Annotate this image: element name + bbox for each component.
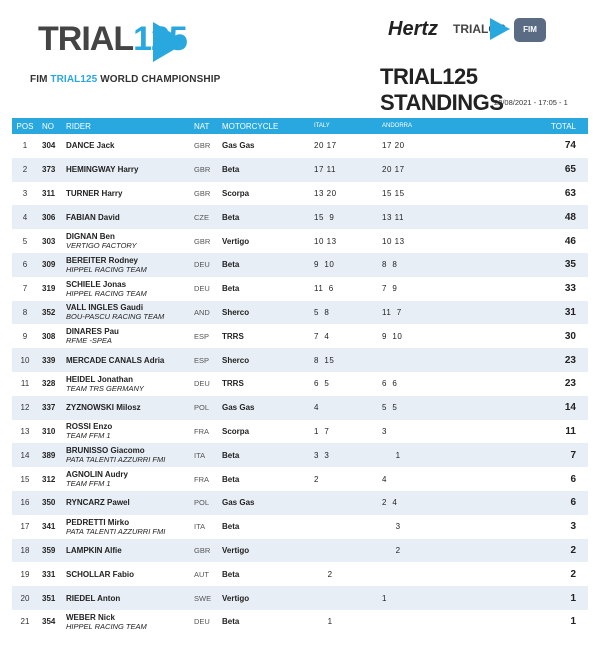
cell-no: 306 bbox=[42, 212, 56, 222]
cell-nat: ITA bbox=[194, 522, 206, 532]
table-row bbox=[12, 610, 588, 634]
cell-andorra: 17 20 bbox=[382, 141, 405, 151]
cell-nat: FRA bbox=[194, 474, 209, 484]
cell-nat: ESP bbox=[194, 355, 210, 365]
cell-italy: 20 17 bbox=[314, 141, 337, 151]
trialgp-logo: TRIALGP bbox=[453, 22, 506, 36]
rider-name: ROSSI Enzo bbox=[66, 422, 113, 432]
cell-nat: GBR bbox=[194, 236, 211, 246]
cell-motorcycle: Gas Gas bbox=[222, 498, 255, 508]
rider-name: AGNOLIN Audry bbox=[66, 470, 128, 480]
rider-name: VALL INGLES Gaudi bbox=[66, 303, 144, 313]
cell-pos: 2 bbox=[22, 165, 28, 175]
cell-italy: 3 3 bbox=[314, 450, 330, 460]
cell-nat: DEU bbox=[194, 379, 210, 389]
cell-total: 63 bbox=[564, 187, 576, 199]
cell-no: 304 bbox=[42, 141, 56, 151]
cell-motorcycle: Scorpa bbox=[222, 188, 250, 198]
cell-andorra: 8 8 bbox=[382, 260, 398, 270]
cell-pos: 20 bbox=[20, 593, 30, 603]
subtitle-blue: TRIAL125 bbox=[50, 74, 98, 85]
cell-andorra: 10 13 bbox=[382, 236, 405, 246]
table-row bbox=[12, 467, 588, 491]
rider-name: SCHOLLAR Fabio bbox=[66, 569, 134, 579]
cell-nat: ESP bbox=[194, 331, 210, 341]
header bbox=[0, 0, 600, 115]
hertz-logo: Hertz bbox=[388, 18, 439, 40]
cell-rider bbox=[62, 301, 190, 325]
cell-rider bbox=[62, 396, 190, 420]
rider-team: HIPPEL RACING TEAM bbox=[66, 621, 147, 631]
cell-total: 6 bbox=[570, 473, 576, 485]
cell-total: 23 bbox=[564, 378, 576, 390]
cell-no: 352 bbox=[42, 307, 56, 317]
cell-rider bbox=[62, 205, 190, 229]
cell-rider bbox=[62, 515, 190, 539]
cell-no: 373 bbox=[42, 165, 56, 175]
cell-total: 30 bbox=[564, 330, 576, 342]
cell-nat: POL bbox=[194, 498, 210, 508]
cell-italy: 9 10 bbox=[314, 260, 335, 270]
rider-name: SCHIELE Jonas bbox=[66, 279, 127, 289]
rider-team: BOU-PASCU RACING TEAM bbox=[66, 312, 165, 322]
cell-andorra: 7 9 bbox=[382, 284, 398, 294]
cell-rider bbox=[62, 539, 190, 563]
cell-nat: GBR bbox=[194, 165, 211, 175]
cell-total: 1 bbox=[570, 592, 576, 604]
table-row bbox=[12, 229, 588, 253]
cell-nat: POL bbox=[194, 403, 210, 413]
cell-no: 308 bbox=[42, 331, 56, 341]
cell-italy: 1 7 bbox=[314, 426, 330, 436]
cell-italy: 15 9 bbox=[314, 212, 335, 222]
table-row bbox=[12, 324, 588, 348]
cell-italy: 4 bbox=[314, 403, 319, 413]
header-italy: ITALY bbox=[314, 123, 330, 129]
cell-motorcycle: Beta bbox=[222, 165, 240, 175]
table-row bbox=[12, 348, 588, 372]
cell-italy: 11 6 bbox=[314, 284, 334, 294]
cell-rider bbox=[62, 443, 190, 467]
table-row bbox=[12, 420, 588, 444]
cell-andorra: 3 bbox=[382, 522, 401, 532]
cell-total: 23 bbox=[564, 354, 576, 366]
cell-andorra: 1 bbox=[382, 593, 387, 603]
cell-motorcycle: Beta bbox=[222, 284, 240, 294]
cell-no: 328 bbox=[42, 379, 56, 389]
cell-rider bbox=[62, 467, 190, 491]
cell-rider bbox=[62, 229, 190, 253]
rider-name: DIGNAN Ben bbox=[66, 232, 115, 242]
cell-total: 65 bbox=[564, 164, 576, 176]
cell-pos: 6 bbox=[22, 260, 28, 270]
cell-pos: 21 bbox=[20, 617, 30, 627]
table-row bbox=[12, 372, 588, 396]
cell-no: 359 bbox=[42, 545, 56, 555]
rider-team: VERTIGO FACTORY bbox=[66, 241, 137, 251]
cell-no: 351 bbox=[42, 593, 56, 603]
cell-andorra: 4 bbox=[382, 474, 387, 484]
rider-name: BRUNISSO Giacomo bbox=[66, 446, 145, 456]
header-motorcycle: MOTORCYCLE bbox=[222, 121, 279, 131]
table-row bbox=[12, 491, 588, 515]
cell-motorcycle: Beta bbox=[222, 260, 240, 270]
cell-rider bbox=[62, 348, 190, 372]
rider-name: BEREITER Rodney bbox=[66, 255, 139, 265]
rider-team: HIPPEL RACING TEAM bbox=[66, 288, 147, 298]
cell-andorra: 9 10 bbox=[382, 331, 403, 341]
cell-italy: 5 8 bbox=[314, 307, 330, 317]
logo-arrow-icon bbox=[153, 22, 187, 62]
cell-nat: AUT bbox=[194, 569, 209, 579]
table-row bbox=[12, 134, 588, 158]
cell-pos: 11 bbox=[20, 379, 30, 389]
cell-total: 6 bbox=[570, 497, 576, 509]
rider-name: ZYZNOWSKI Milosz bbox=[66, 403, 141, 413]
cell-italy bbox=[310, 515, 378, 539]
cell-italy: 2 bbox=[314, 569, 333, 579]
cell-total: 7 bbox=[570, 449, 576, 461]
cell-total: 11 bbox=[565, 425, 576, 437]
cell-rider bbox=[62, 562, 190, 586]
rider-team: TEAM TRS GERMANY bbox=[66, 383, 144, 393]
cell-italy: 1 bbox=[314, 617, 333, 627]
rider-name: HEIDEL Jonathan bbox=[66, 374, 133, 384]
rider-name: MERCADE CANALS Adria bbox=[66, 355, 165, 365]
cell-italy bbox=[310, 491, 378, 515]
cell-nat: DEU bbox=[194, 260, 210, 270]
cell-andorra bbox=[378, 610, 446, 634]
cell-pos: 1 bbox=[22, 141, 28, 151]
cell-pos: 19 bbox=[20, 569, 30, 579]
cell-total: 3 bbox=[570, 521, 576, 533]
cell-andorra: 20 17 bbox=[382, 165, 405, 175]
cell-rider bbox=[62, 277, 190, 301]
cell-rider bbox=[62, 610, 190, 634]
cell-total: 14 bbox=[564, 402, 576, 414]
cell-nat: DEU bbox=[194, 284, 210, 294]
cell-rider bbox=[62, 253, 190, 277]
cell-rider bbox=[62, 491, 190, 515]
rider-name: DINARES Pau bbox=[66, 327, 119, 337]
header-rider: RIDER bbox=[66, 121, 91, 131]
header-nat: NAT bbox=[194, 121, 210, 131]
cell-motorcycle: Beta bbox=[222, 474, 240, 484]
standings-body bbox=[12, 134, 588, 634]
rider-name: PEDRETTI Mirko bbox=[66, 517, 130, 527]
cell-italy: 7 4 bbox=[314, 331, 330, 341]
cell-rider bbox=[62, 586, 190, 610]
cell-no: 303 bbox=[42, 236, 56, 246]
cell-no: 337 bbox=[42, 403, 56, 413]
cell-no: 339 bbox=[42, 355, 56, 365]
cell-motorcycle: Beta bbox=[222, 569, 240, 579]
timestamp: 22/08/2021 - 17:05 - 1 bbox=[494, 98, 568, 107]
cell-rider bbox=[62, 324, 190, 348]
table-row bbox=[12, 205, 588, 229]
cell-motorcycle: Beta bbox=[222, 450, 240, 460]
cell-italy bbox=[310, 586, 378, 610]
trialgp-arrow-icon bbox=[490, 18, 510, 40]
cell-pos: 7 bbox=[22, 284, 28, 294]
cell-rider bbox=[62, 182, 190, 206]
rider-name: WEBER Nick bbox=[66, 612, 115, 622]
cell-pos: 17 bbox=[20, 522, 30, 532]
rider-team: TEAM FFM 1 bbox=[66, 431, 111, 441]
cell-motorcycle: Vertigo bbox=[222, 545, 250, 555]
cell-pos: 5 bbox=[22, 236, 28, 246]
rider-name: FABIAN David bbox=[66, 212, 120, 222]
logo-trial-text: TRIAL bbox=[38, 20, 134, 58]
cell-motorcycle: Scorpa bbox=[222, 426, 250, 436]
cell-motorcycle: Sherco bbox=[222, 355, 250, 365]
cell-andorra bbox=[378, 562, 446, 586]
cell-rider bbox=[62, 372, 190, 396]
rider-team: TEAM FFM 1 bbox=[66, 479, 111, 489]
table-header-row bbox=[12, 118, 588, 134]
cell-andorra: 1 bbox=[382, 450, 401, 460]
cell-no: 389 bbox=[42, 450, 56, 460]
table-row bbox=[12, 277, 588, 301]
table-row bbox=[12, 301, 588, 325]
header-pos: POS bbox=[16, 121, 34, 131]
cell-motorcycle: Sherco bbox=[222, 307, 250, 317]
subtitle-pre: FIM bbox=[30, 74, 51, 85]
cell-nat: ITA bbox=[194, 450, 206, 460]
cell-no: 319 bbox=[42, 284, 56, 294]
cell-andorra: 5 5 bbox=[382, 403, 398, 413]
cell-nat: FRA bbox=[194, 426, 209, 436]
cell-nat: AND bbox=[194, 307, 210, 317]
cell-italy: 13 20 bbox=[314, 188, 337, 198]
cell-pos: 10 bbox=[20, 355, 30, 365]
cell-andorra: 2 bbox=[382, 545, 401, 555]
cell-pos: 15 bbox=[20, 474, 30, 484]
cell-pos: 14 bbox=[20, 450, 30, 460]
cell-pos: 8 bbox=[22, 307, 28, 317]
cell-no: 354 bbox=[42, 617, 56, 627]
cell-total: 31 bbox=[564, 306, 576, 318]
rider-name: DANCE Jack bbox=[66, 141, 115, 151]
cell-rider bbox=[62, 134, 190, 158]
cell-nat: GBR bbox=[194, 545, 211, 555]
cell-total: 1 bbox=[570, 616, 576, 628]
cell-andorra: 2 4 bbox=[382, 498, 398, 508]
sponsor-logos bbox=[388, 18, 568, 48]
rider-name: LAMPKIN Alfie bbox=[66, 545, 122, 555]
cell-total: 74 bbox=[564, 140, 576, 152]
cell-motorcycle: Beta bbox=[222, 522, 240, 532]
table-row bbox=[12, 158, 588, 182]
cell-pos: 13 bbox=[20, 426, 30, 436]
rider-team: PATA TALENTI AZZURRI FMI bbox=[66, 455, 166, 465]
cell-total: 33 bbox=[564, 283, 576, 295]
subtitle-post: WORLD CHAMPIONSHIP bbox=[97, 74, 221, 85]
rider-team: HIPPEL RACING TEAM bbox=[66, 264, 147, 274]
cell-nat: CZE bbox=[194, 212, 209, 222]
cell-rider bbox=[62, 158, 190, 182]
table-row bbox=[12, 539, 588, 563]
table-row bbox=[12, 586, 588, 610]
header-andorra: ANDORRA bbox=[382, 123, 413, 129]
cell-andorra: 15 15 bbox=[382, 188, 405, 198]
table-row bbox=[12, 562, 588, 586]
cell-no: 310 bbox=[42, 426, 56, 436]
cell-nat: SWE bbox=[194, 593, 212, 603]
table-row bbox=[12, 253, 588, 277]
fim-logo: FIM bbox=[514, 18, 546, 42]
header-total: TOTAL bbox=[550, 121, 576, 131]
cell-no: 309 bbox=[42, 260, 56, 270]
cell-motorcycle: Vertigo bbox=[222, 593, 250, 603]
rider-name: HEMINGWAY Harry bbox=[66, 165, 139, 175]
cell-italy: 10 13 bbox=[314, 236, 337, 246]
cell-motorcycle: TRRS bbox=[222, 379, 244, 389]
cell-total: 2 bbox=[570, 568, 576, 580]
cell-motorcycle: Gas Gas bbox=[222, 141, 255, 151]
cell-pos: 12 bbox=[20, 403, 30, 413]
cell-motorcycle: Vertigo bbox=[222, 236, 250, 246]
cell-no: 341 bbox=[42, 522, 56, 532]
cell-total: 48 bbox=[564, 211, 576, 223]
cell-no: 350 bbox=[42, 498, 56, 508]
cell-pos: 4 bbox=[22, 212, 28, 222]
cell-andorra bbox=[378, 348, 446, 372]
cell-motorcycle: Gas Gas bbox=[222, 403, 255, 413]
table-row bbox=[12, 443, 588, 467]
rider-name: RIEDEL Anton bbox=[66, 593, 121, 603]
cell-motorcycle: Beta bbox=[222, 212, 240, 222]
rider-name: TURNER Harry bbox=[66, 188, 123, 198]
logo-125-text: 125 bbox=[133, 20, 187, 58]
cell-no: 331 bbox=[42, 569, 56, 579]
page-title: TRIAL125 STANDINGS bbox=[380, 64, 504, 115]
cell-andorra: 3 bbox=[382, 426, 387, 436]
cell-italy bbox=[310, 539, 378, 563]
cell-andorra: 6 6 bbox=[382, 379, 398, 389]
cell-italy: 2 bbox=[314, 474, 319, 484]
championship-subtitle bbox=[30, 74, 220, 85]
cell-andorra: 13 11 bbox=[382, 212, 404, 222]
cell-nat: GBR bbox=[194, 188, 211, 198]
cell-italy: 17 11 bbox=[314, 165, 336, 175]
cell-motorcycle: Beta bbox=[222, 617, 240, 627]
cell-pos: 16 bbox=[20, 498, 30, 508]
cell-total: 46 bbox=[564, 235, 576, 247]
table-row bbox=[12, 515, 588, 539]
cell-andorra: 11 7 bbox=[382, 307, 402, 317]
table-row bbox=[12, 396, 588, 420]
cell-nat: DEU bbox=[194, 617, 210, 627]
rider-team: PATA TALENTI AZZURRI FMI bbox=[66, 526, 166, 536]
cell-pos: 18 bbox=[20, 545, 30, 555]
cell-italy: 6 5 bbox=[314, 379, 330, 389]
rider-name: RYNCARZ Pawel bbox=[66, 498, 130, 508]
cell-italy: 8 15 bbox=[314, 355, 335, 365]
cell-pos: 9 bbox=[22, 331, 28, 341]
standings-table bbox=[12, 118, 588, 634]
table-row bbox=[12, 182, 588, 206]
cell-rider bbox=[62, 420, 190, 444]
cell-total: 35 bbox=[564, 259, 576, 271]
trial125-logo bbox=[38, 14, 198, 74]
cell-total: 2 bbox=[570, 544, 576, 556]
cell-no: 311 bbox=[42, 188, 55, 198]
cell-motorcycle: TRRS bbox=[222, 331, 244, 341]
cell-pos: 3 bbox=[22, 188, 28, 198]
cell-no: 312 bbox=[42, 474, 56, 484]
cell-nat: GBR bbox=[194, 141, 211, 151]
rider-team: RFME -SPEA bbox=[66, 336, 112, 346]
header-no: NO bbox=[42, 121, 54, 131]
